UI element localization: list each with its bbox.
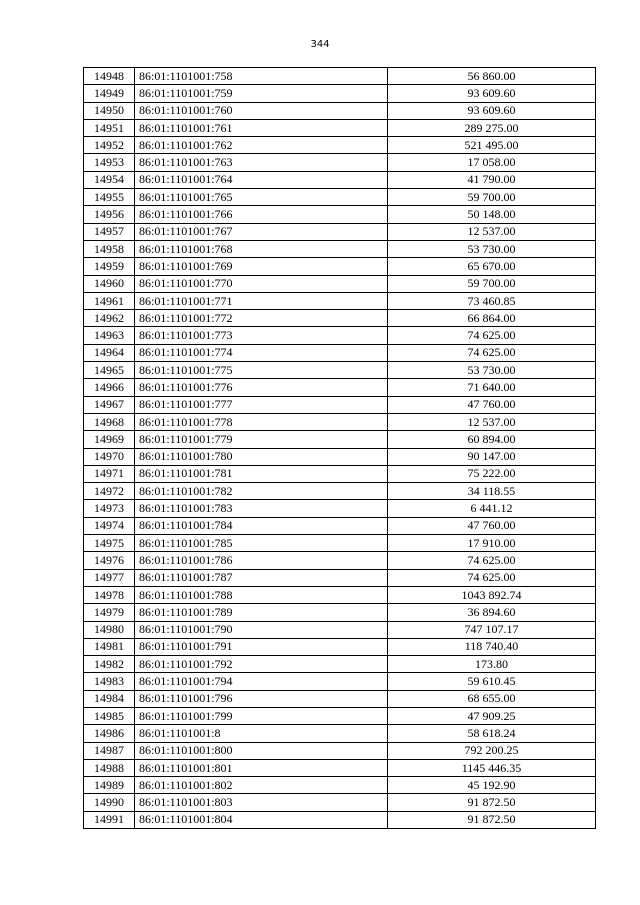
value-cell: 75 222.00 (388, 465, 596, 482)
cadastral-number: 86:01:1101001:781 (135, 465, 388, 482)
value-cell: 289 275.00 (388, 119, 596, 136)
table-row (84, 811, 596, 828)
cadastral-number: 86:01:1101001:787 (135, 569, 388, 586)
row-number: 14973 (84, 500, 135, 517)
cadastral-number: 86:01:1101001:762 (135, 137, 388, 154)
value-cell: 118 740.40 (388, 638, 596, 655)
cadastral-number: 86:01:1101001:800 (135, 742, 388, 759)
row-number: 14970 (84, 448, 135, 465)
cadastral-number: 86:01:1101001:785 (135, 535, 388, 552)
row-number: 14972 (84, 483, 135, 500)
table-row (84, 189, 596, 206)
table-row (84, 794, 596, 811)
cadastral-number: 86:01:1101001:764 (135, 171, 388, 188)
value-cell: 1145 446.35 (388, 759, 596, 776)
table-row (84, 102, 596, 119)
cadastral-number: 86:01:1101001:759 (135, 85, 388, 102)
cadastral-number: 86:01:1101001:761 (135, 119, 388, 136)
value-cell: 66 864.00 (388, 310, 596, 327)
table-row (84, 154, 596, 171)
table-row (84, 777, 596, 794)
row-number: 14953 (84, 154, 135, 171)
row-number: 14981 (84, 638, 135, 655)
row-number: 14968 (84, 413, 135, 430)
row-number: 14984 (84, 690, 135, 707)
value-cell: 47 909.25 (388, 707, 596, 724)
row-number: 14954 (84, 171, 135, 188)
table-row (84, 396, 596, 413)
row-number: 14987 (84, 742, 135, 759)
table-row (84, 586, 596, 603)
row-number: 14948 (84, 68, 135, 85)
value-cell: 747 107.17 (388, 621, 596, 638)
cadastral-number: 86:01:1101001:789 (135, 604, 388, 621)
cadastral-number: 86:01:1101001:773 (135, 327, 388, 344)
value-cell: 12 537.00 (388, 413, 596, 430)
table-row (84, 362, 596, 379)
row-number: 14963 (84, 327, 135, 344)
value-cell: 74 625.00 (388, 344, 596, 361)
value-cell: 74 625.00 (388, 327, 596, 344)
cadastral-number: 86:01:1101001:765 (135, 189, 388, 206)
cadastral-number: 86:01:1101001:799 (135, 707, 388, 724)
cadastral-number: 86:01:1101001:790 (135, 621, 388, 638)
row-number: 14986 (84, 725, 135, 742)
row-number: 14988 (84, 759, 135, 776)
value-cell: 91 872.50 (388, 794, 596, 811)
table-row (84, 448, 596, 465)
row-number: 14962 (84, 310, 135, 327)
cadastral-number: 86:01:1101001:779 (135, 431, 388, 448)
row-number: 14990 (84, 794, 135, 811)
cadastral-number: 86:01:1101001:804 (135, 811, 388, 828)
cadastral-number: 86:01:1101001:758 (135, 68, 388, 85)
table-row (84, 673, 596, 690)
cadastral-number: 86:01:1101001:802 (135, 777, 388, 794)
page-number: 344 (310, 39, 330, 50)
table-row (84, 292, 596, 309)
value-cell: 792 200.25 (388, 742, 596, 759)
value-cell: 73 460.85 (388, 292, 596, 309)
value-cell: 17 058.00 (388, 154, 596, 171)
table-row (84, 552, 596, 569)
row-number: 14975 (84, 535, 135, 552)
cadastral-number: 86:01:1101001:768 (135, 240, 388, 257)
value-cell: 58 618.24 (388, 725, 596, 742)
cadastral-number: 86:01:1101001:803 (135, 794, 388, 811)
cadastral-number: 86:01:1101001:778 (135, 413, 388, 430)
row-number: 14966 (84, 379, 135, 396)
value-cell: 90 147.00 (388, 448, 596, 465)
table-row (84, 725, 596, 742)
value-cell: 47 760.00 (388, 517, 596, 534)
row-number: 14969 (84, 431, 135, 448)
value-cell: 74 625.00 (388, 569, 596, 586)
value-cell: 50 148.00 (388, 206, 596, 223)
value-cell: 56 860.00 (388, 68, 596, 85)
cadastral-number: 86:01:1101001:8 (135, 725, 388, 742)
value-cell: 34 118.55 (388, 483, 596, 500)
value-cell: 71 640.00 (388, 379, 596, 396)
value-cell: 47 760.00 (388, 396, 596, 413)
value-cell: 93 609.60 (388, 102, 596, 119)
table-row (84, 535, 596, 552)
value-cell: 45 192.90 (388, 777, 596, 794)
row-number: 14958 (84, 240, 135, 257)
cadastral-number: 86:01:1101001:776 (135, 379, 388, 396)
table-body (84, 68, 596, 829)
cadastral-number: 86:01:1101001:788 (135, 586, 388, 603)
table-row (84, 413, 596, 430)
value-cell: 173.80 (388, 656, 596, 673)
row-number: 14974 (84, 517, 135, 534)
row-number: 14976 (84, 552, 135, 569)
row-number: 14991 (84, 811, 135, 828)
row-number: 14951 (84, 119, 135, 136)
table-row (84, 500, 596, 517)
cadastral-number: 86:01:1101001:772 (135, 310, 388, 327)
table-row (84, 206, 596, 223)
table-row (84, 223, 596, 240)
row-number: 14955 (84, 189, 135, 206)
row-number: 14983 (84, 673, 135, 690)
table-row (84, 690, 596, 707)
value-cell: 74 625.00 (388, 552, 596, 569)
row-number: 14952 (84, 137, 135, 154)
cadastral-number: 86:01:1101001:777 (135, 396, 388, 413)
table-row (84, 85, 596, 102)
value-cell: 59 700.00 (388, 275, 596, 292)
cadastral-number: 86:01:1101001:766 (135, 206, 388, 223)
row-number: 14965 (84, 362, 135, 379)
table-row (84, 310, 596, 327)
table-row (84, 483, 596, 500)
row-number: 14982 (84, 656, 135, 673)
row-number: 14971 (84, 465, 135, 482)
value-cell: 53 730.00 (388, 240, 596, 257)
value-cell: 6 441.12 (388, 500, 596, 517)
table-row (84, 707, 596, 724)
row-number: 14959 (84, 258, 135, 275)
value-cell: 60 894.00 (388, 431, 596, 448)
cadastral-number: 86:01:1101001:767 (135, 223, 388, 240)
table-row (84, 379, 596, 396)
table-row (84, 638, 596, 655)
table-row (84, 759, 596, 776)
cadastral-number: 86:01:1101001:771 (135, 292, 388, 309)
row-number: 14985 (84, 707, 135, 724)
table-row (84, 742, 596, 759)
table-row (84, 327, 596, 344)
cadastral-number: 86:01:1101001:763 (135, 154, 388, 171)
row-number: 14978 (84, 586, 135, 603)
value-cell: 59 610.45 (388, 673, 596, 690)
table-row (84, 68, 596, 85)
table-row (84, 171, 596, 188)
row-number: 14989 (84, 777, 135, 794)
value-cell: 36 894.60 (388, 604, 596, 621)
row-number: 14980 (84, 621, 135, 638)
cadastral-number: 86:01:1101001:782 (135, 483, 388, 500)
value-cell: 91 872.50 (388, 811, 596, 828)
table-row (84, 275, 596, 292)
cadastral-number: 86:01:1101001:801 (135, 759, 388, 776)
row-number: 14967 (84, 396, 135, 413)
row-number: 14956 (84, 206, 135, 223)
cadastral-number: 86:01:1101001:760 (135, 102, 388, 119)
cadastral-number: 86:01:1101001:792 (135, 656, 388, 673)
table-row (84, 621, 596, 638)
cadastral-number: 86:01:1101001:786 (135, 552, 388, 569)
value-cell: 1043 892.74 (388, 586, 596, 603)
cadastral-number: 86:01:1101001:796 (135, 690, 388, 707)
row-number: 14950 (84, 102, 135, 119)
table-row (84, 569, 596, 586)
table-row (84, 431, 596, 448)
table-row (84, 137, 596, 154)
table-row (84, 240, 596, 257)
value-cell: 521 495.00 (388, 137, 596, 154)
row-number: 14977 (84, 569, 135, 586)
row-number: 14960 (84, 275, 135, 292)
row-number: 14949 (84, 85, 135, 102)
value-cell: 17 910.00 (388, 535, 596, 552)
table-row (84, 604, 596, 621)
table-row (84, 258, 596, 275)
value-cell: 12 537.00 (388, 223, 596, 240)
cadastral-number: 86:01:1101001:784 (135, 517, 388, 534)
value-cell: 65 670.00 (388, 258, 596, 275)
cadastral-number: 86:01:1101001:769 (135, 258, 388, 275)
value-cell: 93 609.60 (388, 85, 596, 102)
table-row (84, 344, 596, 361)
cadastral-number: 86:01:1101001:794 (135, 673, 388, 690)
cadastral-number: 86:01:1101001:775 (135, 362, 388, 379)
cadastral-number: 86:01:1101001:791 (135, 638, 388, 655)
table-row (84, 656, 596, 673)
row-number: 14961 (84, 292, 135, 309)
value-cell: 68 655.00 (388, 690, 596, 707)
cadastral-number: 86:01:1101001:783 (135, 500, 388, 517)
data-table (83, 67, 596, 829)
table-row (84, 465, 596, 482)
value-cell: 41 790.00 (388, 171, 596, 188)
row-number: 14964 (84, 344, 135, 361)
row-number: 14979 (84, 604, 135, 621)
row-number: 14957 (84, 223, 135, 240)
table-row (84, 119, 596, 136)
table-row (84, 517, 596, 534)
cadastral-number: 86:01:1101001:770 (135, 275, 388, 292)
cadastral-number: 86:01:1101001:774 (135, 344, 388, 361)
value-cell: 53 730.00 (388, 362, 596, 379)
value-cell: 59 700.00 (388, 189, 596, 206)
cadastral-number: 86:01:1101001:780 (135, 448, 388, 465)
